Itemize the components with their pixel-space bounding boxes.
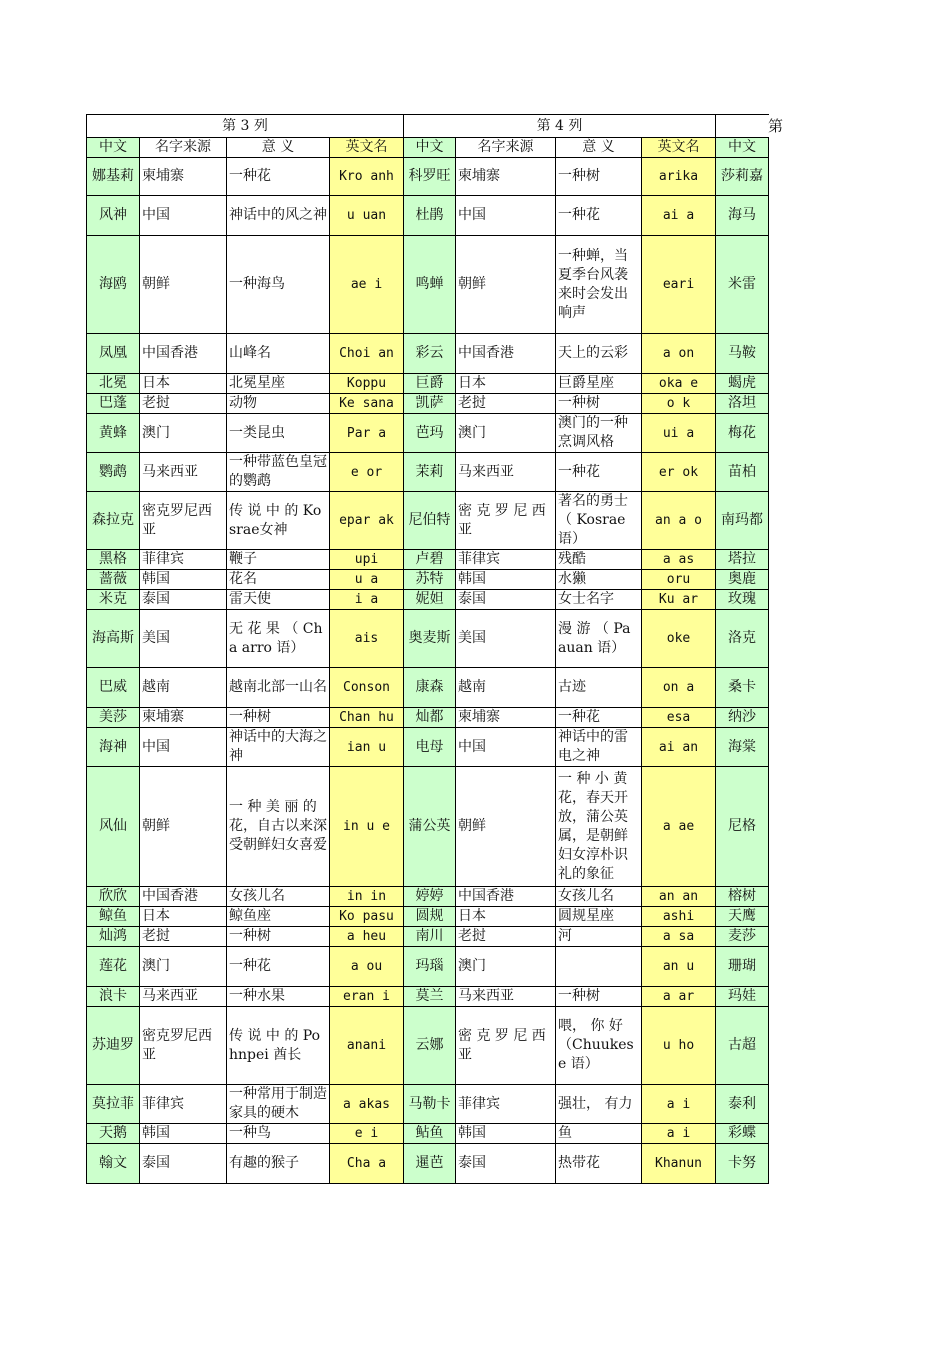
english-name-cell: ai an <box>642 728 716 767</box>
name-origin-cell: 密克罗尼西亚 <box>140 492 227 550</box>
chinese-name-cell: 马鞍 <box>716 334 769 374</box>
name-origin-cell: 菲律宾 <box>140 1085 227 1124</box>
chinese-name-cell: 妮妲 <box>404 590 456 610</box>
english-name-cell: an u <box>642 947 716 987</box>
meaning-cell: 一种花 <box>556 453 642 492</box>
name-origin-cell: 马来西亚 <box>140 987 227 1007</box>
table-row <box>87 927 769 947</box>
meaning-cell: 著名的勇士（ Kosrae语） <box>556 492 642 550</box>
chinese-name-cell: 婷婷 <box>404 887 456 907</box>
name-origin-cell: 马来西亚 <box>456 453 556 492</box>
chinese-name-cell: 泰利 <box>716 1085 769 1124</box>
english-name-cell: u a <box>330 570 404 590</box>
chinese-name-cell: 暹芭 <box>404 1144 456 1184</box>
chinese-name-cell: 珊瑚 <box>716 947 769 987</box>
meaning-cell: 花名 <box>227 570 330 590</box>
table-row <box>87 907 769 927</box>
english-name-cell: Kro anh <box>330 158 404 196</box>
chinese-name-cell: 康森 <box>404 668 456 708</box>
english-name-cell: ui a <box>642 414 716 453</box>
chinese-name-cell: 翰文 <box>87 1144 140 1184</box>
table-row <box>87 887 769 907</box>
chinese-name-cell: 森拉克 <box>87 492 140 550</box>
table-row <box>87 236 769 334</box>
english-name-cell: a akas <box>330 1085 404 1124</box>
name-origin-cell: 中国香港 <box>456 887 556 907</box>
name-origin-cell: 马来西亚 <box>456 987 556 1007</box>
meaning-cell: 圆规星座 <box>556 907 642 927</box>
name-origin-cell: 密克罗尼西亚 <box>140 1007 227 1085</box>
name-origin-cell: 中国 <box>140 728 227 767</box>
chinese-name-cell: 鸣蝉 <box>404 236 456 334</box>
chinese-name-cell: 黄蜂 <box>87 414 140 453</box>
chinese-name-cell: 云娜 <box>404 1007 456 1085</box>
meaning-cell: 传 说 中 的 Pohnpei 酋长 <box>227 1007 330 1085</box>
chinese-name-cell: 电母 <box>404 728 456 767</box>
english-name-cell: upi <box>330 550 404 570</box>
meaning-cell: 雷天使 <box>227 590 330 610</box>
chinese-name-cell: 蔷薇 <box>87 570 140 590</box>
english-name-cell: an an <box>642 887 716 907</box>
chinese-name-cell: 莎莉嘉 <box>716 158 769 196</box>
group-header-5-cell <box>716 115 769 138</box>
name-origin-cell: 柬埔寨 <box>456 708 556 728</box>
chinese-name-cell: 浪卡 <box>87 987 140 1007</box>
chinese-name-cell: 奥麦斯 <box>404 610 456 668</box>
name-origin-cell: 柬埔寨 <box>140 158 227 196</box>
name-origin-cell: 菲律宾 <box>456 1085 556 1124</box>
meaning-cell: 一种带蓝色皇冠的鹦鹉 <box>227 453 330 492</box>
english-name-cell: ais <box>330 610 404 668</box>
english-name-cell: Chan hu <box>330 708 404 728</box>
name-origin-cell: 泰国 <box>140 590 227 610</box>
chinese-name-cell: 天鹰 <box>716 907 769 927</box>
table-row <box>87 947 769 987</box>
chinese-name-cell: 玛瑙 <box>404 947 456 987</box>
meaning-cell: 一种常用于制造家具的硬木 <box>227 1085 330 1124</box>
meaning-cell: 残酷 <box>556 550 642 570</box>
name-origin-cell: 日本 <box>456 907 556 927</box>
meaning-cell: 澳门的一种烹调风格 <box>556 414 642 453</box>
english-name-cell: a as <box>642 550 716 570</box>
table-row <box>87 1144 769 1184</box>
english-name-cell: a sa <box>642 927 716 947</box>
chinese-name-cell: 苗柏 <box>716 453 769 492</box>
meaning-cell: 无 花 果 （ Cha arro 语） <box>227 610 330 668</box>
table-row <box>87 708 769 728</box>
table-row <box>87 1007 769 1085</box>
name-origin-cell: 中国 <box>140 196 227 236</box>
name-origin-cell: 美国 <box>140 610 227 668</box>
english-name-cell: eari <box>642 236 716 334</box>
meaning-cell: 神话中的雷电之神 <box>556 728 642 767</box>
name-origin-cell: 朝鲜 <box>140 236 227 334</box>
chinese-name-cell: 芭玛 <box>404 414 456 453</box>
english-name-cell: u uan <box>330 196 404 236</box>
meaning-cell: 越南北部一山名 <box>227 668 330 708</box>
name-origin-cell: 泰国 <box>140 1144 227 1184</box>
name-origin-cell: 马来西亚 <box>140 453 227 492</box>
name-origin-cell: 中国香港 <box>140 334 227 374</box>
chinese-name-cell: 米克 <box>87 590 140 610</box>
meaning-cell: 一种海鸟 <box>227 236 330 334</box>
meaning-cell: 神话中的风之神 <box>227 196 330 236</box>
chinese-name-cell: 巴威 <box>87 668 140 708</box>
english-name-cell: esa <box>642 708 716 728</box>
english-name-cell: u ho <box>642 1007 716 1085</box>
meaning-cell: 漫 游 （ Pa auan 语） <box>556 610 642 668</box>
name-origin-cell: 中国 <box>456 728 556 767</box>
table-row <box>87 158 769 196</box>
chinese-name-cell: 莫拉菲 <box>87 1085 140 1124</box>
english-name-cell: ian u <box>330 728 404 767</box>
chinese-name-cell: 马勒卡 <box>404 1085 456 1124</box>
meaning-cell: 女孩儿名 <box>556 887 642 907</box>
meaning-cell: 一种鸟 <box>227 1124 330 1144</box>
name-table <box>86 114 769 1184</box>
col-header: 名字来源 <box>140 138 227 158</box>
meaning-cell: 一种花 <box>556 708 642 728</box>
chinese-name-cell: 南川 <box>404 927 456 947</box>
chinese-name-cell: 海棠 <box>716 728 769 767</box>
chinese-name-cell: 科罗旺 <box>404 158 456 196</box>
english-name-cell: Ko pasu <box>330 907 404 927</box>
meaning-cell: 巨爵星座 <box>556 374 642 394</box>
english-name-cell: Ku ar <box>642 590 716 610</box>
name-origin-cell: 柬埔寨 <box>140 708 227 728</box>
name-origin-cell: 日本 <box>140 907 227 927</box>
english-name-cell: oka e <box>642 374 716 394</box>
chinese-name-cell: 娜基莉 <box>87 158 140 196</box>
english-name-cell: Choi an <box>330 334 404 374</box>
chinese-name-cell: 卢碧 <box>404 550 456 570</box>
english-name-cell: in u e <box>330 767 404 887</box>
chinese-name-cell: 洛坦 <box>716 394 769 414</box>
chinese-name-cell: 尼伯特 <box>404 492 456 550</box>
meaning-cell: 有趣的猴子 <box>227 1144 330 1184</box>
chinese-name-cell: 彩蝶 <box>716 1124 769 1144</box>
english-name-cell: oke <box>642 610 716 668</box>
chinese-name-cell: 蝎虎 <box>716 374 769 394</box>
meaning-cell: 一种水果 <box>227 987 330 1007</box>
chinese-name-cell: 卡努 <box>716 1144 769 1184</box>
meaning-cell: 一种树 <box>556 158 642 196</box>
chinese-name-cell: 海鸥 <box>87 236 140 334</box>
name-origin-cell: 越南 <box>456 668 556 708</box>
name-origin-cell: 朝鲜 <box>456 767 556 887</box>
meaning-cell: 强壮， 有力 <box>556 1085 642 1124</box>
name-origin-cell: 朝鲜 <box>140 767 227 887</box>
table-row <box>87 728 769 767</box>
chinese-name-cell: 圆规 <box>404 907 456 927</box>
meaning-cell: 一 种 美 丽 的花，自古以来深受朝鲜妇女喜爱 <box>227 767 330 887</box>
english-name-cell: epar ak <box>330 492 404 550</box>
meaning-cell: 古迹 <box>556 668 642 708</box>
chinese-name-cell: 风神 <box>87 196 140 236</box>
english-name-cell: er ok <box>642 453 716 492</box>
meaning-cell: 北冕星座 <box>227 374 330 394</box>
table-row <box>87 492 769 550</box>
chinese-name-cell: 天鹅 <box>87 1124 140 1144</box>
english-name-cell: a on <box>642 334 716 374</box>
meaning-cell: 天上的云彩 <box>556 334 642 374</box>
meaning-cell: 传 说 中 的 Kosrae女神 <box>227 492 330 550</box>
english-name-cell: Ke sana <box>330 394 404 414</box>
name-origin-cell: 密 克 罗 尼 西 亚 <box>456 492 556 550</box>
meaning-cell: 一种花 <box>556 196 642 236</box>
name-origin-cell: 泰国 <box>456 590 556 610</box>
meaning-cell: 喂， 你 好（Chuukese 语） <box>556 1007 642 1085</box>
english-name-cell: Cha a <box>330 1144 404 1184</box>
english-name-cell: Par a <box>330 414 404 453</box>
table-row <box>87 668 769 708</box>
chinese-name-cell: 海马 <box>716 196 769 236</box>
meaning-cell: 鲸鱼座 <box>227 907 330 927</box>
chinese-name-cell: 北冕 <box>87 374 140 394</box>
name-origin-cell: 老挝 <box>140 927 227 947</box>
chinese-name-cell: 玫瑰 <box>716 590 769 610</box>
col-header: 中文 <box>716 138 769 158</box>
name-origin-cell: 泰国 <box>456 1144 556 1184</box>
english-name-cell: i a <box>330 590 404 610</box>
group-header-5: 第 <box>768 117 784 135</box>
name-origin-cell: 澳门 <box>456 414 556 453</box>
chinese-name-cell: 苏迪罗 <box>87 1007 140 1085</box>
name-origin-cell: 菲律宾 <box>140 550 227 570</box>
col-header: 意 义 <box>556 138 642 158</box>
name-origin-cell: 韩国 <box>140 570 227 590</box>
english-name-cell: on a <box>642 668 716 708</box>
chinese-name-cell: 凯萨 <box>404 394 456 414</box>
chinese-name-cell: 巴蓬 <box>87 394 140 414</box>
meaning-cell: 一种树 <box>556 987 642 1007</box>
meaning-cell: 山峰名 <box>227 334 330 374</box>
english-name-cell: a ar <box>642 987 716 1007</box>
meaning-cell: 女士名字 <box>556 590 642 610</box>
english-name-cell: Khanun <box>642 1144 716 1184</box>
chinese-name-cell: 灿都 <box>404 708 456 728</box>
english-name-cell: ae i <box>330 236 404 334</box>
col-header: 中文 <box>87 138 140 158</box>
chinese-name-cell: 古超 <box>716 1007 769 1085</box>
table-row <box>87 570 769 590</box>
chinese-name-cell: 塔拉 <box>716 550 769 570</box>
english-name-cell: oru <box>642 570 716 590</box>
table-body <box>87 158 769 1184</box>
name-origin-cell: 菲律宾 <box>456 550 556 570</box>
english-name-cell: a i <box>642 1124 716 1144</box>
chinese-name-cell: 鹦鹉 <box>87 453 140 492</box>
chinese-name-cell: 南玛都 <box>716 492 769 550</box>
chinese-name-cell: 鲇鱼 <box>404 1124 456 1144</box>
col-header: 英文名 <box>642 138 716 158</box>
chinese-name-cell: 米雷 <box>716 236 769 334</box>
chinese-name-cell: 尼格 <box>716 767 769 887</box>
meaning-cell: 一种树 <box>227 927 330 947</box>
chinese-name-cell: 梅花 <box>716 414 769 453</box>
table-row <box>87 1124 769 1144</box>
chinese-name-cell: 凤凰 <box>87 334 140 374</box>
chinese-name-cell: 茉莉 <box>404 453 456 492</box>
col-header: 名字来源 <box>456 138 556 158</box>
english-name-cell: in in <box>330 887 404 907</box>
chinese-name-cell: 莫兰 <box>404 987 456 1007</box>
english-name-cell: e i <box>330 1124 404 1144</box>
chinese-name-cell: 奥鹿 <box>716 570 769 590</box>
chinese-name-cell: 杜鹃 <box>404 196 456 236</box>
chinese-name-cell: 风仙 <box>87 767 140 887</box>
english-name-cell: an a o <box>642 492 716 550</box>
table-row <box>87 550 769 570</box>
english-name-cell: ai a <box>642 196 716 236</box>
meaning-cell: 一种蝉，当夏季台风袭来时会发出响声 <box>556 236 642 334</box>
meaning-cell: 鞭子 <box>227 550 330 570</box>
name-origin-cell: 韩国 <box>140 1124 227 1144</box>
chinese-name-cell: 榕树 <box>716 887 769 907</box>
chinese-name-cell: 灿鸿 <box>87 927 140 947</box>
table-row <box>87 453 769 492</box>
chinese-name-cell: 蒲公英 <box>404 767 456 887</box>
english-name-cell: a i <box>642 1085 716 1124</box>
meaning-cell: 神话中的大海之神 <box>227 728 330 767</box>
meaning-cell: 一类昆虫 <box>227 414 330 453</box>
chinese-name-cell: 巨爵 <box>404 374 456 394</box>
name-origin-cell: 日本 <box>140 374 227 394</box>
table-row <box>87 590 769 610</box>
col-header: 英文名 <box>330 138 404 158</box>
name-origin-cell: 老挝 <box>140 394 227 414</box>
table-row <box>87 1085 769 1124</box>
meaning-cell: 河 <box>556 927 642 947</box>
name-origin-cell: 日本 <box>456 374 556 394</box>
chinese-name-cell: 海高斯 <box>87 610 140 668</box>
chinese-name-cell: 洛克 <box>716 610 769 668</box>
name-origin-cell: 越南 <box>140 668 227 708</box>
table-row <box>87 334 769 374</box>
name-origin-cell: 澳门 <box>140 414 227 453</box>
english-name-cell: a ou <box>330 947 404 987</box>
chinese-name-cell: 鲸鱼 <box>87 907 140 927</box>
meaning-cell: 鱼 <box>556 1124 642 1144</box>
name-origin-cell: 中国香港 <box>456 334 556 374</box>
table-row <box>87 196 769 236</box>
name-origin-cell: 韩国 <box>456 570 556 590</box>
name-origin-cell: 中国 <box>456 196 556 236</box>
meaning-cell: 动物 <box>227 394 330 414</box>
table-row <box>87 987 769 1007</box>
english-name-cell: e or <box>330 453 404 492</box>
name-origin-cell: 美国 <box>456 610 556 668</box>
name-origin-cell: 柬埔寨 <box>456 158 556 196</box>
chinese-name-cell: 美莎 <box>87 708 140 728</box>
english-name-cell: a ae <box>642 767 716 887</box>
name-origin-cell: 澳门 <box>456 947 556 987</box>
name-origin-cell: 朝鲜 <box>456 236 556 334</box>
name-origin-cell: 老挝 <box>456 394 556 414</box>
name-origin-cell: 中国香港 <box>140 887 227 907</box>
meaning-cell: 一种花 <box>227 158 330 196</box>
meaning-cell <box>556 947 642 987</box>
group-header-4: 第 4 列 <box>404 115 716 138</box>
chinese-name-cell: 黑格 <box>87 550 140 570</box>
name-origin-cell: 密 克 罗 尼 西 亚 <box>456 1007 556 1085</box>
table-row <box>87 767 769 887</box>
typhoon-name-sheet <box>86 114 769 1184</box>
english-name-cell: ashi <box>642 907 716 927</box>
col-header: 中文 <box>404 138 456 158</box>
chinese-name-cell: 麦莎 <box>716 927 769 947</box>
english-name-cell: Conson <box>330 668 404 708</box>
meaning-cell: 热带花 <box>556 1144 642 1184</box>
english-name-cell: a heu <box>330 927 404 947</box>
group-header-3: 第 3 列 <box>87 115 404 138</box>
chinese-name-cell: 苏特 <box>404 570 456 590</box>
chinese-name-cell: 莲花 <box>87 947 140 987</box>
english-name-cell: eran i <box>330 987 404 1007</box>
table-row <box>87 374 769 394</box>
table-row <box>87 610 769 668</box>
english-name-cell: arika <box>642 158 716 196</box>
name-origin-cell: 韩国 <box>456 1124 556 1144</box>
meaning-cell: 一种花 <box>227 947 330 987</box>
meaning-cell: 一 种 小 黄 花，春天开放，蒲公英属，是朝鲜妇女淳朴识礼的象征 <box>556 767 642 887</box>
name-origin-cell: 澳门 <box>140 947 227 987</box>
table-row <box>87 414 769 453</box>
meaning-cell: 水獭 <box>556 570 642 590</box>
chinese-name-cell: 桑卡 <box>716 668 769 708</box>
chinese-name-cell: 彩云 <box>404 334 456 374</box>
chinese-name-cell: 纳沙 <box>716 708 769 728</box>
meaning-cell: 女孩儿名 <box>227 887 330 907</box>
col-header: 意 义 <box>227 138 330 158</box>
english-name-cell: Koppu <box>330 374 404 394</box>
table-row <box>87 394 769 414</box>
english-name-cell: anani <box>330 1007 404 1085</box>
chinese-name-cell: 海神 <box>87 728 140 767</box>
meaning-cell: 一种树 <box>227 708 330 728</box>
meaning-cell: 一种树 <box>556 394 642 414</box>
name-origin-cell: 老挝 <box>456 927 556 947</box>
chinese-name-cell: 欣欣 <box>87 887 140 907</box>
english-name-cell: o k <box>642 394 716 414</box>
chinese-name-cell: 玛娃 <box>716 987 769 1007</box>
